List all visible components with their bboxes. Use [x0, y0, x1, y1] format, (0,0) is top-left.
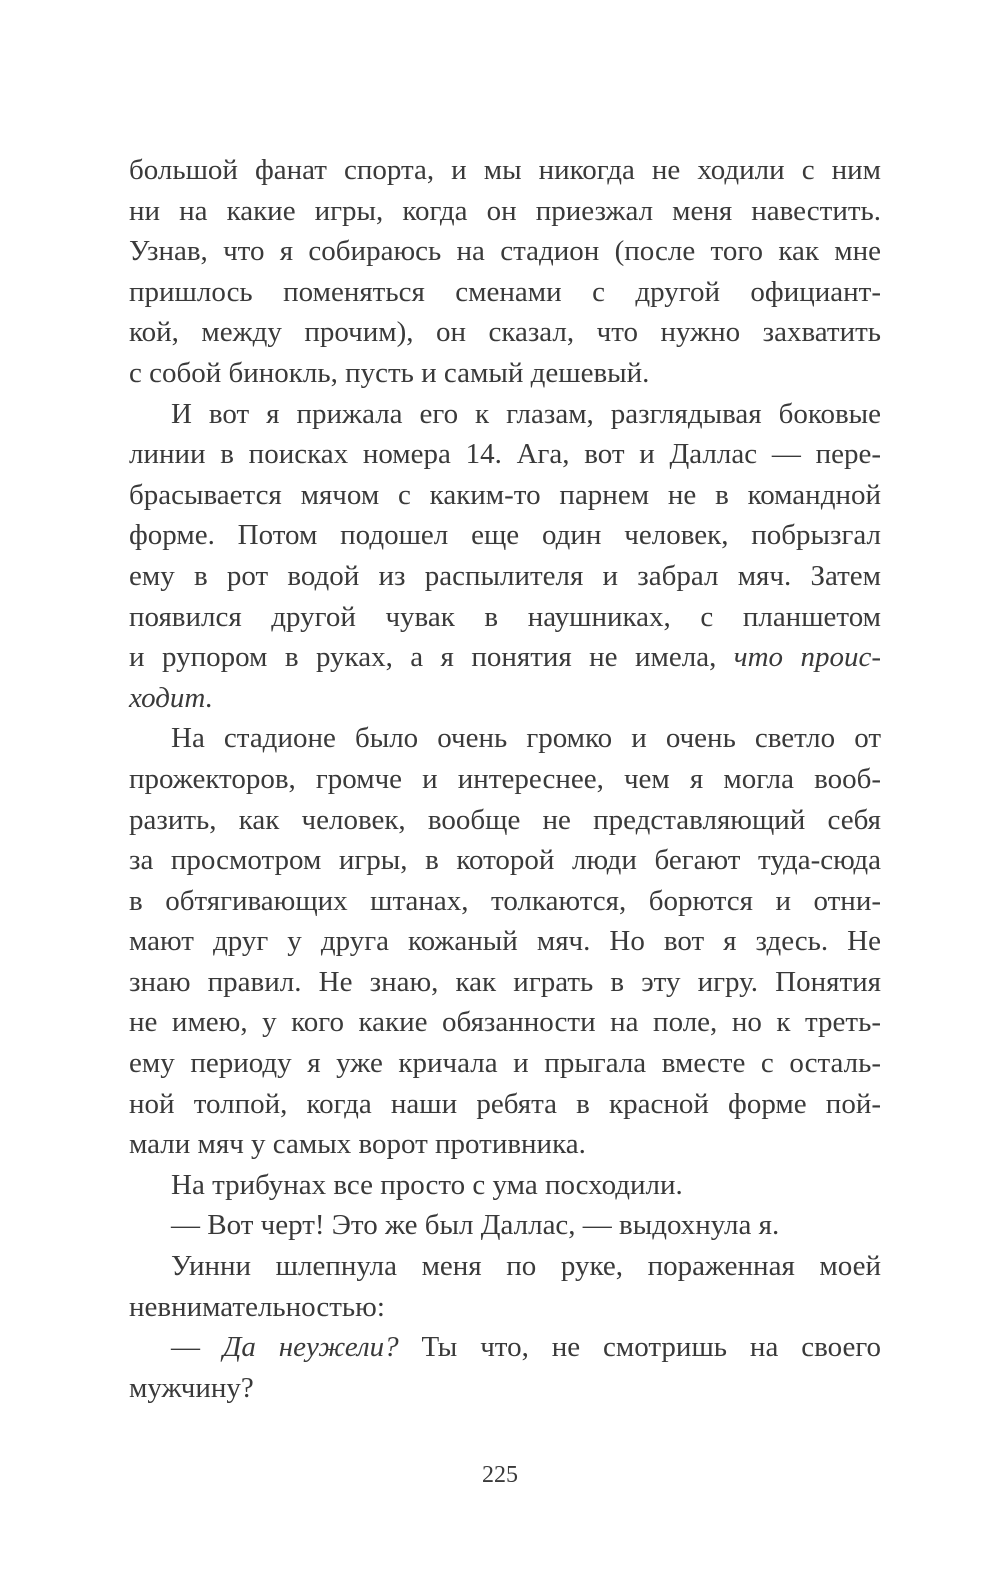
- text-line: в обтягивающих штанах, толкаются, борются и отни-: [129, 884, 881, 917]
- text-line: не имею, у кого какие обязанности на поле, но к треть-: [129, 1006, 881, 1039]
- text-segment: Ты что, не смотришь на своего: [398, 1331, 881, 1364]
- text-line: линии в поисках номера 14. Ага, вот и Даллас — пере-: [129, 438, 881, 471]
- text-line: [129, 637, 881, 678]
- text-line: форме. Потом подошел еще один человек, побрызгал: [129, 519, 881, 552]
- page-number: 225: [482, 1462, 518, 1488]
- text-line: брасывается мячом с каким-то парнем не в командной: [129, 478, 881, 511]
- text-line: кой, между прочим), он сказал, что нужно захватить: [129, 316, 881, 349]
- text-line: [129, 678, 881, 719]
- page-body-text: [129, 150, 881, 1408]
- text-line: ему периоду я уже кричала и прыгала вместе с осталь-: [129, 1047, 881, 1080]
- text-line: за просмотром игры, в которой люди бегают туда-сюда: [129, 844, 881, 877]
- text-line: мужчину?: [129, 1371, 254, 1404]
- text-line: На стадионе было очень громко и очень светло от: [171, 722, 881, 755]
- text-line: Узнав, что я собираюсь на стадион (после того как мне: [129, 235, 881, 268]
- text-segment: и рупором в руках, а я понятия не имела,: [129, 641, 734, 674]
- italic-text: ходит.: [129, 681, 213, 714]
- text-line: [129, 1327, 881, 1368]
- text-line: мали мяч у самых ворот противника.: [129, 1128, 586, 1161]
- text-line: разить, как человек, вообще не представляющий себя: [129, 803, 881, 836]
- text-line: ной толпой, когда наши ребята в красной форме пой-: [129, 1087, 881, 1120]
- text-line: Уинни шлепнула меня по руке, пораженная моей: [171, 1250, 881, 1283]
- text-line: пришлось поменяться сменами с другой официант-: [129, 275, 881, 308]
- text-line: ему в рот водой из распылителя и забрал мяч. Затем: [129, 559, 881, 592]
- italic-text: Да неужели?: [222, 1331, 399, 1364]
- text-line: знаю правил. Не знаю, как играть в эту игру. Понятия: [129, 965, 881, 998]
- text-line: мают друг у друга кожаный мяч. Но вот я здесь. Не: [129, 925, 881, 958]
- text-line: И вот я прижала его к глазам, разглядывая боковые: [171, 397, 881, 430]
- text-line: — Вот черт! Это же был Даллас, — выдохнула я.: [171, 1209, 780, 1242]
- text-line: большой фанат спорта, и мы никогда не ходили с ним: [129, 154, 881, 186]
- dialogue-dash: —: [171, 1331, 223, 1364]
- italic-text: что проис-: [733, 641, 882, 674]
- text-line: прожекторов, громче и интереснее, чем я могла вооб-: [129, 762, 881, 795]
- text-line: ни на какие игры, когда он приезжал меня навестить.: [129, 194, 881, 227]
- text-line: невнимательностью:: [129, 1290, 385, 1323]
- text-line: с собой бинокль, пусть и самый дешевый.: [129, 356, 650, 389]
- text-line: На трибунах все просто с ума посходили.: [171, 1168, 683, 1201]
- text-line: появился другой чувак в наушниках, с планшетом: [129, 600, 881, 633]
